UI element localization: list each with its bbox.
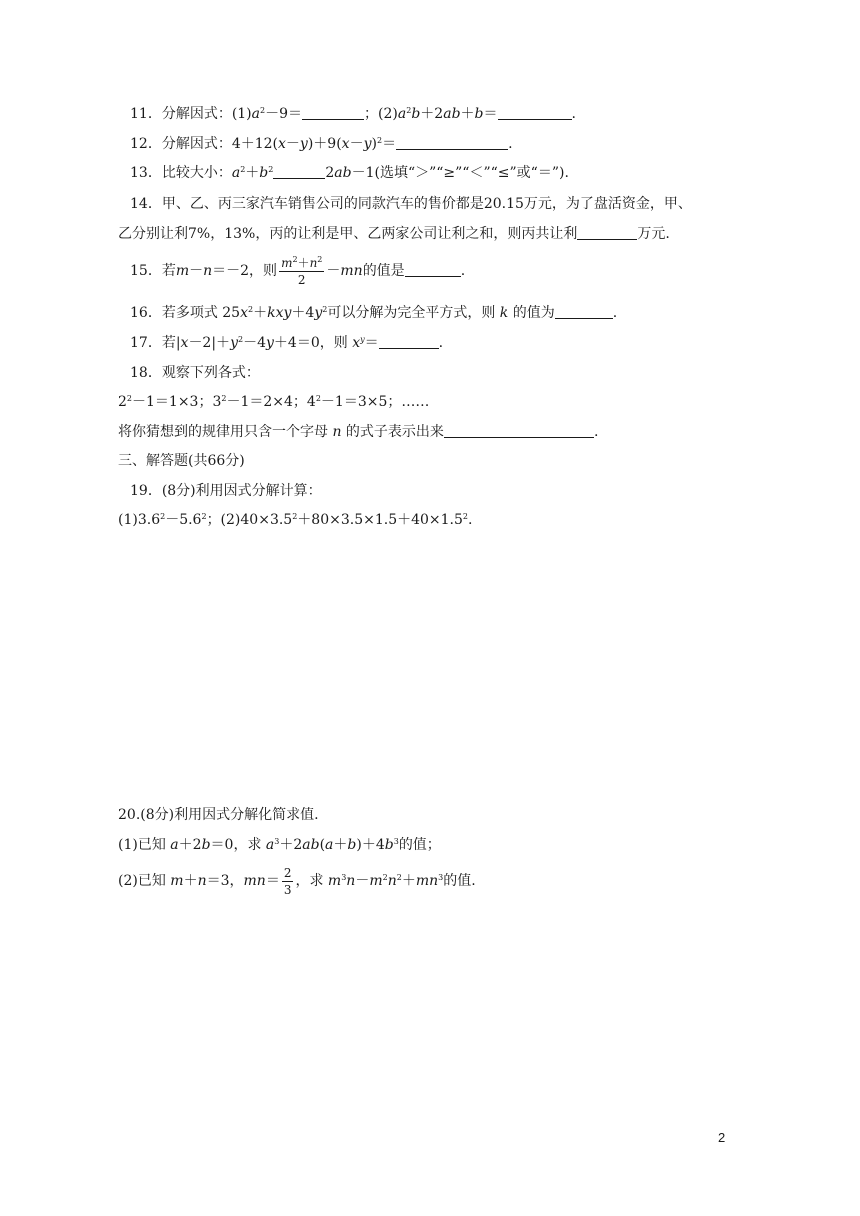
problem-14-line-2: 乙分别让利7%，13%，丙的让利是甲、乙两家公司让利之和，则丙共让利 万元. xyxy=(118,226,670,242)
problem-11: 11．分解因式：$(1)a^2-9=$ ；$(2)a^2b+2ab+b=$ . xyxy=(130,106,576,122)
problem-15: 15．若m－n＝－2，则 $\frac{m^2+n^2}{2}$ －mn的值是 . xyxy=(130,254,466,287)
problem-12: 12．分解因式：$4+12(x-y)+9(x-y)^2=$ . xyxy=(130,136,513,152)
problem-13: 13．比较大小：$a^2+b^2$ 2ab－1(选填“＞”“≥”“＜”“≤”或“＝”). xyxy=(130,165,569,181)
fraction: $\frac{m^2+n^2}{2}$ xyxy=(281,254,323,287)
problem-17: 17．若$|x-2|+y^2-4y+4=0$，则 $x^y=$ . xyxy=(130,335,444,351)
answer-blank xyxy=(379,334,439,349)
problem-20-part-2: (2)已知 m＋n＝3，mn＝ $\frac{2}{3}$ ，求 $m^3n-m^2n^2+mn^3$的值. xyxy=(118,865,476,897)
problem-18-title: 18．观察下列各式： xyxy=(130,365,260,381)
problem-18-pattern: $2^2-1=1\times 3$；$3^2-1=2\times 4$；$4^2-1=3\times 5$；…… xyxy=(118,394,430,410)
page-number: 2 xyxy=(718,1130,726,1145)
problem-19-expr: $(1)3.6^2-5.6^2$；$(2)40\times 3.5^2+80\times 3.5\times 1.5+40\times 1.5^2$. xyxy=(118,512,473,528)
answer-blank xyxy=(302,105,364,120)
section-heading: 三、解答题(共66分) xyxy=(118,453,245,469)
fraction: $\frac{2}{3}$ xyxy=(283,865,292,897)
problem-18-question: 将你猜想到的规律用只含一个字母 n 的式子表示出来 . xyxy=(118,424,599,440)
problem-19-title: 19．(8分)利用因式分解计算： xyxy=(130,483,322,499)
answer-blank xyxy=(396,135,508,150)
answer-blank xyxy=(273,164,325,179)
answer-blank xyxy=(405,262,461,277)
answer-blank xyxy=(444,423,594,438)
problem-20-title: 20.(8分)利用因式分解化简求值. xyxy=(118,807,319,823)
problem-20-part-1: (1)已知 a＋2b＝0，求 $a^3+2ab(a+b)+4b^3$的值； xyxy=(118,837,441,853)
problem-16: 16．若多项式 $25x^2+kxy+4y^2$可以分解为完全平方式，则 k 的值为 . xyxy=(130,305,618,321)
answer-blank xyxy=(498,105,572,120)
answer-blank xyxy=(555,304,613,319)
problem-14-line-1: 14．甲、乙、丙三家汽车销售公司的同款汽车的售价都是20.15万元，为了盘活资金，甲、 xyxy=(130,196,692,212)
answer-blank xyxy=(577,225,637,240)
